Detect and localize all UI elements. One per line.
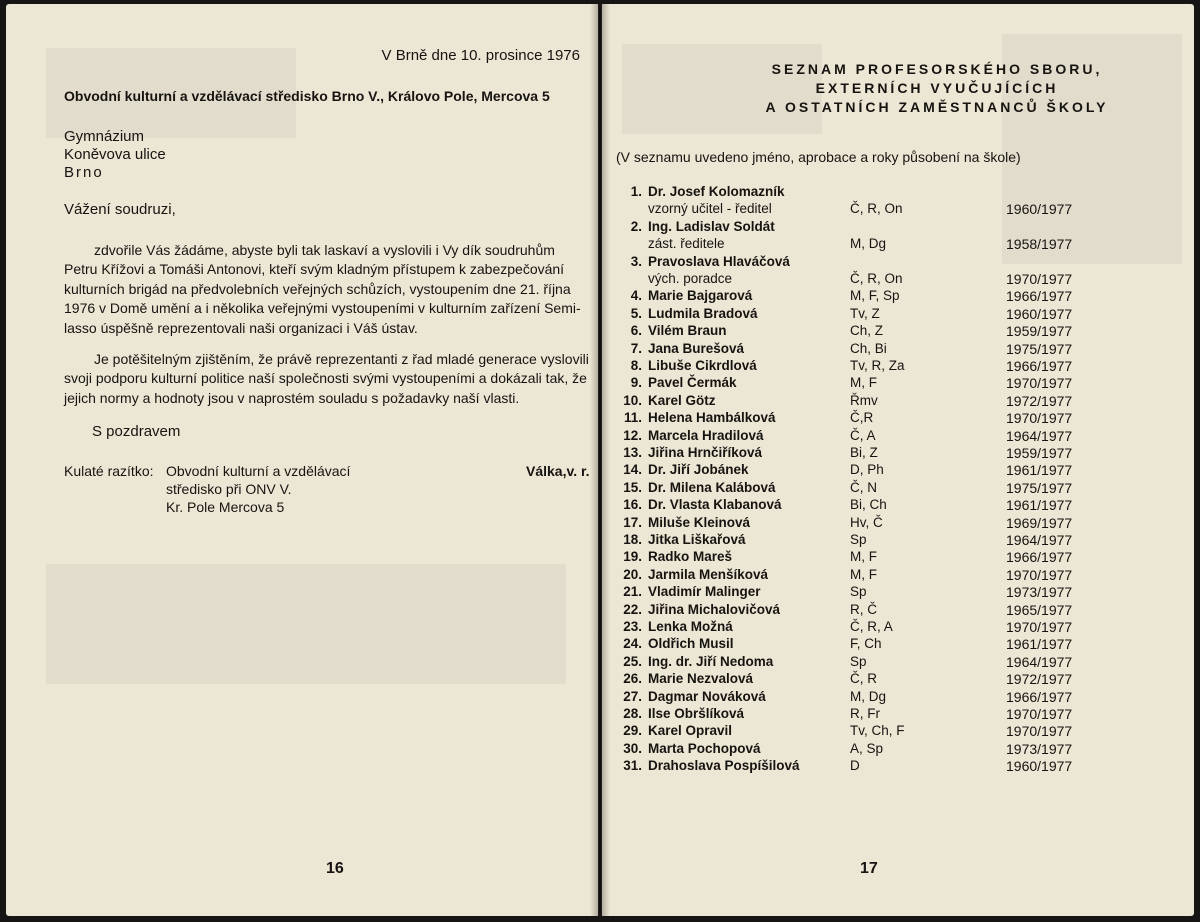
title-line: EXTERNÍCH VYUČUJÍCÍCH (815, 80, 1059, 96)
staff-row (602, 428, 1194, 446)
staff-years: 1959/1977 (1006, 323, 1073, 340)
staff-row (602, 358, 1194, 376)
staff-role: vzorný učitel - ředitel (648, 201, 772, 217)
staff-years: 1973/1977 (1006, 584, 1073, 601)
staff-role: zást. ředitele (648, 236, 725, 252)
staff-name: Marcela Hradilová (648, 427, 764, 443)
stamp-line: Obvodní kulturní a vzdělávací (166, 463, 351, 479)
staff-number: 11. (623, 410, 642, 426)
staff-subjects: Č, R, On (850, 201, 903, 217)
staff-years: 1964/1977 (1006, 653, 1073, 670)
staff-subjects: Bi, Z (850, 445, 878, 460)
staff-row (602, 323, 1194, 341)
staff-row (602, 567, 1194, 585)
staff-subjects: A, Sp (850, 740, 884, 756)
staff-number: 9. (630, 375, 642, 391)
staff-subjects: D (850, 758, 860, 774)
staff-years: 1961/1977 (1006, 497, 1073, 514)
stamp-line: středisko při ONV V. (166, 481, 292, 497)
book-gutter (590, 4, 610, 916)
staff-name: Marie Bajgarová (648, 288, 753, 304)
staff-years: 1970/1977 (1006, 410, 1073, 427)
staff-name: Dr. Milena Kalábová (648, 479, 776, 495)
staff-subjects: Č, R, On (850, 270, 903, 286)
staff-subjects: M, F (850, 549, 877, 565)
staff-number: 14. (623, 462, 642, 478)
staff-subjects: M, F (850, 375, 877, 391)
staff-name: Dr. Vlasta Klabanová (648, 497, 782, 513)
paragraph-line: jejich normy a hodnoty jsou v naprostém souladu s požadavky naší vlasti. (64, 389, 520, 406)
staff-subjects: M, F, Sp (850, 288, 900, 304)
staff-name: Ing. dr. Jiří Nedoma (648, 653, 774, 669)
staff-row (602, 341, 1194, 359)
staff-name: Pravoslava Hlaváčová (648, 253, 790, 269)
paragraph-line: Petru Křížovi a Tomáši Antonovi, kteří svým kladným přístupem k zabezpečování (64, 261, 565, 278)
staff-number: 17. (623, 514, 642, 530)
staff-number: 12. (623, 427, 642, 443)
title-line: A OSTATNÍCH ZAMĚSTNANCŮ ŠKOLY (765, 99, 1109, 115)
staff-row (602, 288, 1194, 306)
staff-number: 10. (623, 392, 642, 408)
staff-row (602, 723, 1194, 741)
staff-row (602, 497, 1194, 515)
staff-name: Dr. Jiří Jobánek (648, 462, 749, 478)
staff-row (602, 619, 1194, 637)
staff-row (602, 253, 1194, 287)
staff-number: 24. (623, 636, 642, 652)
staff-number: 28. (623, 706, 642, 721)
staff-name: Karel Opravil (648, 723, 733, 739)
staff-row (602, 689, 1194, 707)
staff-subjects: Č, R, A (850, 619, 893, 634)
staff-years: 1972/1977 (1006, 671, 1073, 688)
staff-row (602, 393, 1194, 411)
staff-subjects: Č, N (850, 479, 877, 495)
staff-row (602, 515, 1194, 533)
staff-years: 1975/1977 (1006, 340, 1073, 357)
address-line: Koněvova ulice (64, 146, 166, 163)
staff-years: 1970/1977 (1006, 706, 1073, 722)
staff-years: 1964/1977 (1006, 427, 1073, 444)
staff-number: 25. (623, 653, 642, 669)
staff-subjects: Ch, Z (850, 323, 884, 339)
staff-years: 1969/1977 (1006, 514, 1073, 531)
staff-number: 29. (623, 723, 642, 739)
staff-years: 1970/1977 (1006, 723, 1073, 740)
staff-number: 18. (623, 532, 642, 547)
staff-row (602, 758, 1194, 776)
staff-subjects: Č,R (850, 410, 874, 426)
staff-subjects: Sp (850, 584, 867, 600)
staff-row (602, 306, 1194, 324)
staff-number: 31. (623, 758, 642, 774)
staff-number: 7. (630, 340, 642, 356)
staff-years: 1958/1977 (1006, 236, 1073, 253)
staff-number: 22. (623, 601, 642, 617)
staff-name: Jiřina Michalovičová (648, 601, 781, 617)
paragraph-line: lasso úspěšně reprezentovali naši organizaci i Váš ústav. (64, 319, 418, 336)
staff-subjects: Ch, Bi (850, 340, 887, 356)
staff-number: 2. (630, 218, 642, 234)
staff-subjects: Č, R (850, 671, 877, 687)
staff-row (602, 480, 1194, 498)
staff-name: Jiřina Hrnčiříková (648, 445, 763, 460)
letter-paragraph-2 (64, 350, 594, 408)
staff-subjects: Tv, Ch, F (850, 723, 905, 739)
staff-years: 1964/1977 (1006, 532, 1073, 548)
letter-salutation: Vážení soudruzi, (64, 201, 176, 218)
title-line: SEZNAM PROFESORSKÉHO SBORU, (771, 61, 1103, 77)
staff-name: Jana Burešová (648, 340, 745, 356)
staff-number: 19. (623, 549, 642, 565)
stamp-label: Kulaté razítko: (64, 463, 154, 479)
staff-number: 6. (630, 323, 642, 339)
staff-name: Marta Pochopová (648, 740, 761, 756)
staff-number: 5. (630, 305, 642, 321)
staff-name: Oldřich Musil (648, 636, 734, 652)
staff-name: Helena Hambálková (648, 410, 776, 426)
staff-row (602, 410, 1194, 428)
staff-years: 1966/1977 (1006, 549, 1073, 566)
staff-years: 1959/1977 (1006, 445, 1073, 461)
staff-subjects: Tv, R, Za (850, 358, 905, 373)
right-page (602, 4, 1194, 916)
staff-number: 13. (623, 445, 642, 460)
letter-signature: Válka,v. r. (526, 463, 590, 479)
list-intro: (V seznamu uvedeno jméno, aprobace a roky působení na škole) (616, 149, 1021, 165)
staff-name: Lenka Možná (648, 619, 733, 634)
staff-row (602, 549, 1194, 567)
letter-paragraph-1 (64, 241, 594, 338)
staff-name: Dagmar Nováková (648, 688, 766, 704)
staff-name: Miluše Kleinová (648, 514, 751, 530)
staff-subjects: R, Fr (850, 706, 880, 721)
staff-row (602, 654, 1194, 672)
page-title (702, 60, 1172, 117)
paragraph-line: Je potěšitelným zjištěním, že právě reprezentanti z řad mladé generace vyslovili (94, 351, 589, 367)
staff-subjects: Bi, Ch (850, 497, 887, 513)
address-line: Brno (64, 164, 104, 181)
staff-name: Marie Nezvalová (648, 671, 754, 687)
staff-name: Ludmila Bradová (648, 305, 758, 321)
staff-row (602, 706, 1194, 724)
staff-name: Karel Götz (648, 392, 716, 408)
paragraph-line: kulturních brigád na předvolebních veřejných schůzích, vystoupením dne 21. října (64, 280, 571, 297)
staff-years: 1973/1977 (1006, 740, 1073, 757)
left-page (6, 4, 598, 916)
staff-subjects: Tv, Z (850, 305, 880, 321)
bleed-through-shading (46, 564, 566, 684)
staff-years: 1966/1977 (1006, 358, 1073, 374)
staff-row (602, 636, 1194, 654)
page-number: 16 (326, 860, 344, 877)
staff-subjects: Řmv (850, 392, 878, 408)
staff-years: 1965/1977 (1006, 601, 1073, 618)
staff-years: 1972/1977 (1006, 392, 1073, 409)
staff-name: Jarmila Menšíková (648, 566, 769, 582)
staff-subjects: F, Ch (850, 636, 882, 652)
staff-subjects: D, Ph (850, 462, 884, 478)
staff-row (602, 462, 1194, 480)
staff-years: 1970/1977 (1006, 270, 1073, 287)
staff-name: Pavel Čermák (648, 375, 737, 391)
letter-sender: Obvodní kulturní a vzdělávací středisko Brno V., Královo Pole, Mercova 5 (64, 88, 550, 104)
staff-number: 8. (630, 358, 642, 373)
letter-closing: S pozdravem (92, 423, 181, 440)
staff-years: 1970/1977 (1006, 619, 1073, 635)
staff-years: 1960/1977 (1006, 758, 1073, 775)
paragraph-line: 1976 v Domě umění a i několika veřejnými vystoupeními v kulturním zařízení Semi- (64, 300, 581, 317)
paragraph-line: svoji podporu kulturní politice naší společnosti svými vystoupeními a dokázali tak, že (64, 370, 587, 387)
staff-number: 23. (623, 619, 642, 634)
staff-subjects: M, Dg (850, 688, 887, 704)
staff-years: 1961/1977 (1006, 636, 1073, 653)
staff-row (602, 584, 1194, 602)
staff-subjects: M, F (850, 566, 877, 582)
staff-number: 3. (630, 253, 642, 269)
staff-row (602, 602, 1194, 620)
staff-row (602, 741, 1194, 759)
staff-number: 30. (623, 740, 642, 756)
staff-years: 1966/1977 (1006, 688, 1073, 705)
page-number: 17 (860, 860, 878, 877)
staff-number: 26. (623, 671, 642, 687)
staff-name: Vladimír Malinger (648, 584, 761, 600)
staff-subjects: M, Dg (850, 236, 887, 252)
staff-row (602, 375, 1194, 393)
staff-subjects: Sp (850, 532, 867, 547)
staff-number: 4. (630, 288, 642, 304)
staff-years: 1966/1977 (1006, 288, 1073, 305)
staff-years: 1960/1977 (1006, 201, 1073, 218)
staff-name: Radko Mareš (648, 549, 733, 565)
staff-row (602, 532, 1194, 550)
staff-years: 1970/1977 (1006, 566, 1073, 583)
staff-row (602, 445, 1194, 463)
staff-number: 16. (623, 497, 642, 513)
staff-row (602, 671, 1194, 689)
staff-name: Ilse Obršlíková (648, 706, 745, 721)
stamp-line: Kr. Pole Mercova 5 (166, 499, 285, 515)
letter-date: V Brně dne 10. prosince 1976 (381, 47, 580, 64)
staff-name: Drahoslava Pospíšilová (648, 758, 800, 774)
staff-years: 1960/1977 (1006, 305, 1073, 322)
staff-years: 1970/1977 (1006, 375, 1073, 392)
staff-number: 20. (623, 566, 642, 582)
staff-name: Dr. Josef Kolomazník (648, 184, 785, 199)
staff-subjects: Sp (850, 653, 867, 669)
staff-years: 1961/1977 (1006, 462, 1073, 479)
staff-name: Vilém Braun (648, 323, 727, 339)
paragraph-line: zdvořile Vás žádáme, abyste byli tak laskaví a vyslovili i Vy dík soudruhům (94, 242, 555, 258)
staff-row (602, 184, 1194, 218)
staff-number: 15. (623, 479, 642, 495)
staff-number: 21. (623, 584, 642, 600)
staff-role: vých. poradce (648, 270, 733, 286)
staff-row (602, 218, 1194, 253)
staff-name: Jitka Liškařová (648, 532, 746, 547)
staff-subjects: R, Č (850, 601, 877, 617)
staff-number: 1. (630, 184, 642, 199)
address-line: Gymnázium (64, 128, 145, 145)
staff-name: Ing. Ladislav Soldát (648, 218, 775, 234)
staff-number: 27. (623, 688, 642, 704)
staff-name: Libuše Cikrdlová (648, 358, 757, 373)
staff-subjects: Hv, Č (850, 514, 883, 530)
staff-subjects: Č, A (850, 427, 876, 443)
staff-years: 1975/1977 (1006, 479, 1073, 496)
